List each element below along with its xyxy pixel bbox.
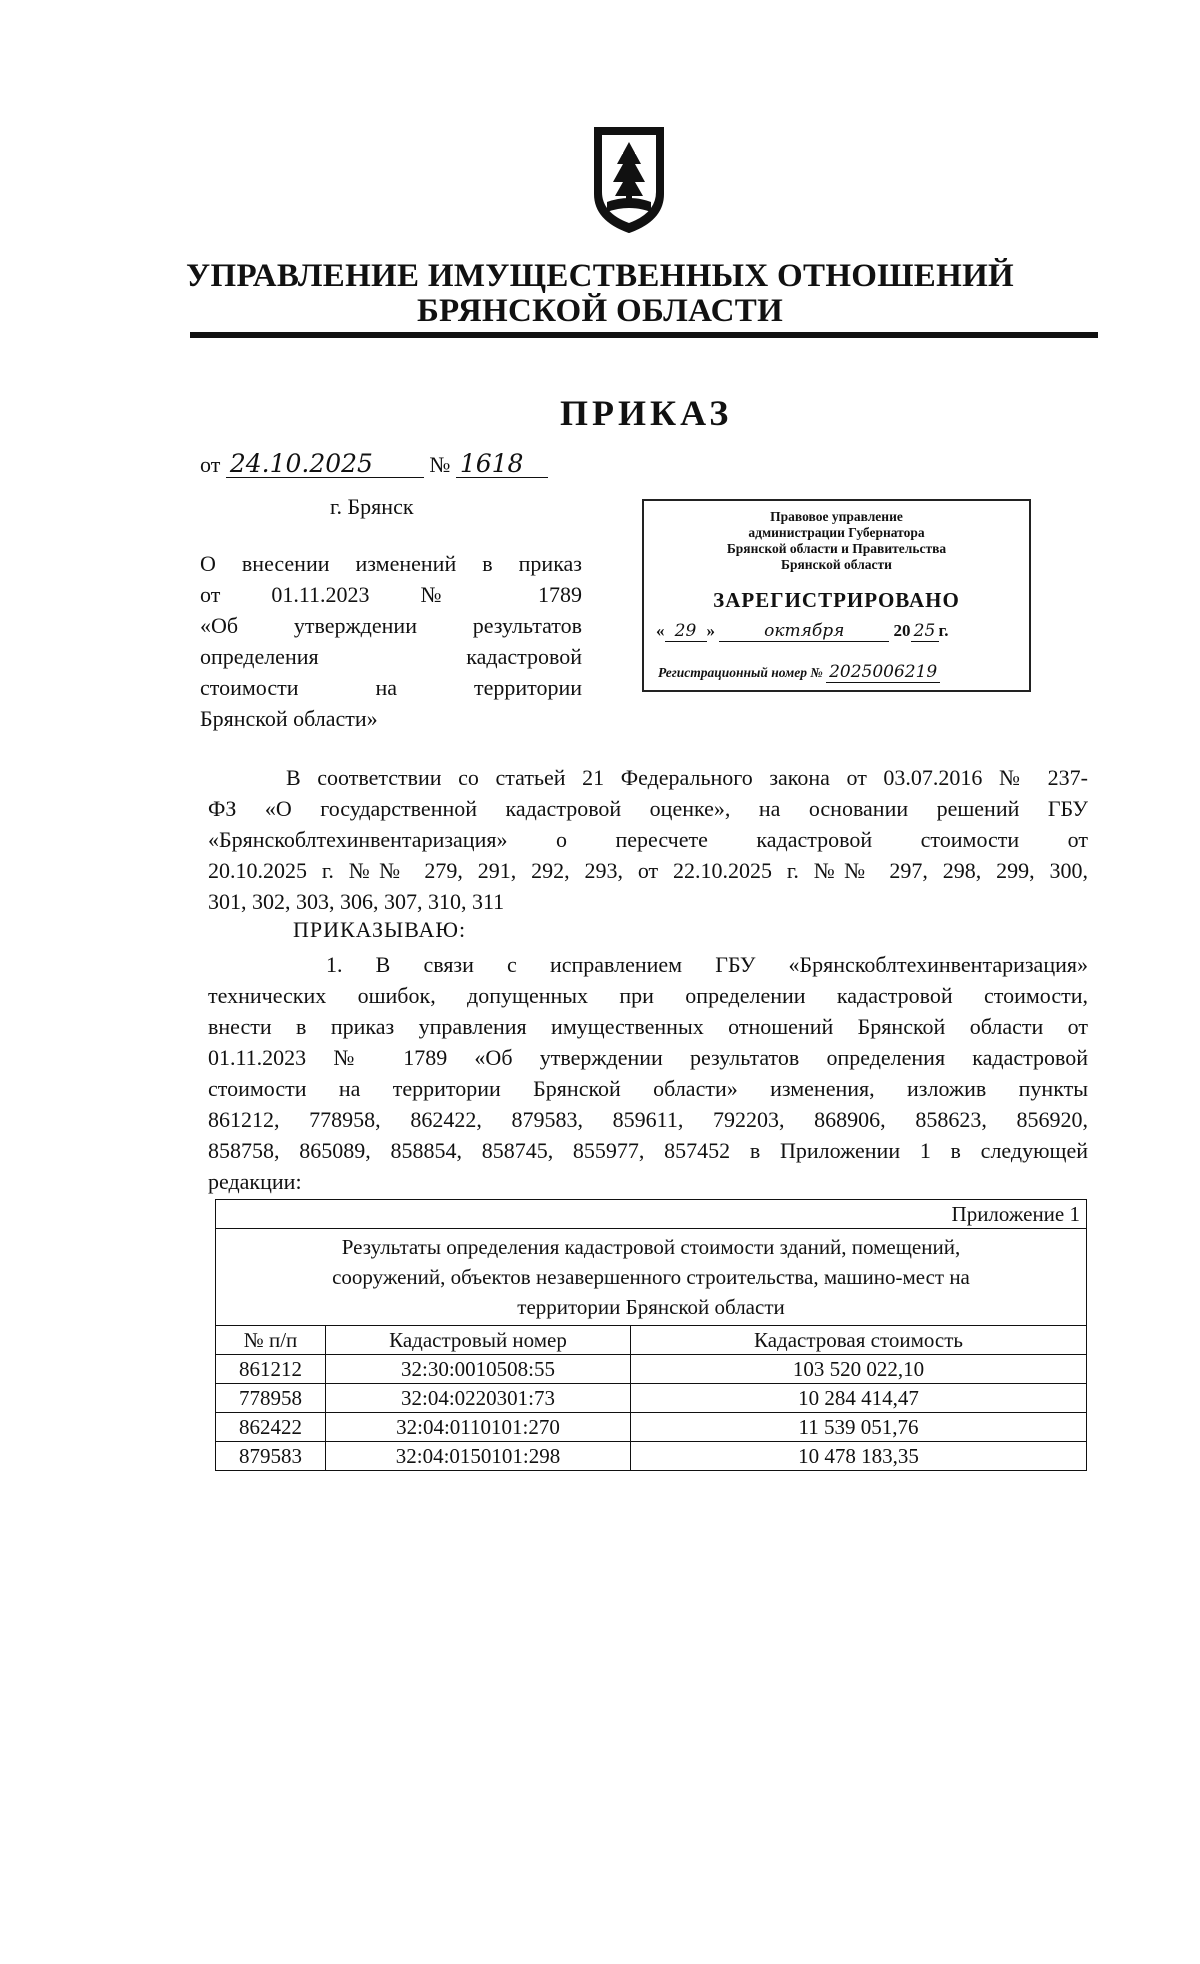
subject-line: стоимости на территории: [200, 675, 582, 700]
subject-line: «Об утверждении результатов: [200, 613, 582, 638]
appendix-label: Приложение 1: [216, 1200, 1087, 1229]
coat-of-arms-emblem: [589, 124, 669, 236]
paragraph-line: 1. В связи с исправлением ГБУ «Брянскоблтехинвентаризация»: [326, 952, 1088, 977]
header-cell-cadastral-value: Кадастровая стоимость: [631, 1326, 1087, 1355]
header-cell-cadastral-number: Кадастровый номер: [326, 1326, 631, 1355]
table-cell: 32:04:0150101:298: [326, 1442, 631, 1471]
table-cell: 32:30:0010508:55: [326, 1355, 631, 1384]
table-cell: 778958: [216, 1384, 326, 1413]
subject-line: О внесении изменений в приказ: [200, 551, 582, 576]
stamp-authority-line: Брянской области и Правительства: [726, 541, 947, 556]
table-cell: 32:04:0220301:73: [326, 1384, 631, 1413]
paragraph-line: технических ошибок, допущенных при определении кадастровой стоимости,: [208, 983, 1088, 1008]
stamp-reg-number-line: [658, 662, 940, 683]
table-header-row: [216, 1326, 1087, 1355]
paragraph-line: внести в приказ управления имущественных отношений Брянской области от: [208, 1014, 1088, 1039]
paragraph-line: 858758, 865089, 858854, 858745, 855977, 857452 в Приложении 1 в следующей: [208, 1138, 1088, 1163]
stamp-day: 29: [665, 621, 707, 642]
order-subject: [200, 548, 582, 734]
stamp-year-suffix: 25: [911, 621, 939, 642]
table-cell: 879583: [216, 1442, 326, 1471]
table-caption: [216, 1229, 1087, 1326]
table-row: [216, 1384, 1087, 1413]
stamp-reg-number: 2025006219: [826, 662, 940, 683]
stamp-authority: [644, 509, 1029, 573]
table-cell: 862422: [216, 1413, 326, 1442]
table-row: [216, 1442, 1087, 1471]
stamp-month: октября: [719, 621, 889, 642]
header-divider: [190, 332, 1098, 338]
table-caption-line: сооружений, объектов незавершенного строительства, машино-мест на: [332, 1265, 970, 1289]
stamp-authority-line: администрации Губернатора: [748, 525, 925, 540]
table-caption-line: Результаты определения кадастровой стоимости зданий, помещений,: [341, 1235, 961, 1259]
table-cell: 32:04:0110101:270: [326, 1413, 631, 1442]
table-row: [216, 1355, 1087, 1384]
paragraph-line: «Брянскоблтехинвентаризация» о пересчете кадастровой стоимости от: [208, 827, 1088, 852]
registration-stamp: [642, 499, 1031, 692]
table-cell: 861212: [216, 1355, 326, 1384]
paragraph-line: 01.11.2023 № 1789 «Об утверждении результатов определения кадастровой: [208, 1045, 1088, 1070]
table-cell: 10 284 414,47: [631, 1384, 1087, 1413]
order-date-handwritten: 24.10.2025: [226, 451, 424, 478]
document-title: ПРИКАЗ: [560, 393, 733, 433]
order-date-line: [200, 451, 548, 478]
paragraph-item-1: [208, 949, 1088, 1197]
paragraph-line: 20.10.2025 г. №№ 279, 291, 292, 293, от 22.10.2025 г. №№ 297, 298, 299, 300,: [208, 858, 1088, 883]
table-row: [216, 1413, 1087, 1442]
subject-line: определения кадастровой: [200, 644, 582, 669]
table-cell: 10 478 183,35: [631, 1442, 1087, 1471]
table-caption-line: территории Брянской области: [517, 1295, 785, 1319]
stamp-registered-label: ЗАРЕГИСТРИРОВАНО: [713, 588, 960, 612]
paragraph-line: 301, 302, 303, 306, 307, 310, 311: [208, 889, 505, 914]
paragraph-line: ФЗ «О государственной кадастровой оценке», на основании решений ГБУ: [208, 796, 1088, 821]
from-label: от: [200, 452, 221, 477]
paragraph-line: В соответствии со статьей 21 Федерального закона от 03.07.2016 № 237-: [286, 765, 1088, 790]
stamp-date: « 29 » октября 20 25 г.: [656, 621, 949, 641]
header-cell-index: № п/п: [216, 1326, 326, 1355]
city: г. Брянск: [330, 494, 414, 519]
stamp-reg-label: Регистрационный номер №: [658, 665, 823, 680]
subject-line: Брянской области»: [200, 706, 378, 731]
paragraph-line: стоимости на территории Брянской области» изменения, изложив пункты: [208, 1076, 1088, 1101]
stamp-year-prefix: 20: [893, 621, 911, 640]
paragraph-legal-basis: [208, 762, 1088, 917]
organization-name-line1: УПРАВЛЕНИЕ ИМУЩЕСТВЕННЫХ ОТНОШЕНИЙ: [185, 258, 1015, 294]
organization-name-line2: БРЯНСКОЙ ОБЛАСТИ: [416, 293, 784, 329]
subject-line: от 01.11.2023 № 1789: [200, 582, 582, 607]
table-cell: 103 520 022,10: [631, 1355, 1087, 1384]
paragraph-line: 861212, 778958, 862422, 879583, 859611, 792203, 868906, 858623, 856920,: [208, 1107, 1088, 1132]
stamp-year-end: г.: [938, 621, 949, 640]
order-word: ПРИКАЗЫВАЮ:: [293, 917, 467, 942]
table-cell: 11 539 051,76: [631, 1413, 1087, 1442]
paragraph-line: редакции:: [208, 1169, 302, 1194]
number-label: №: [429, 452, 451, 477]
cadastral-values-table: [215, 1199, 1087, 1471]
stamp-authority-line: Правовое управление: [770, 509, 903, 524]
stamp-authority-line: Брянской области: [781, 557, 892, 572]
order-number-handwritten: 1618: [456, 451, 548, 478]
